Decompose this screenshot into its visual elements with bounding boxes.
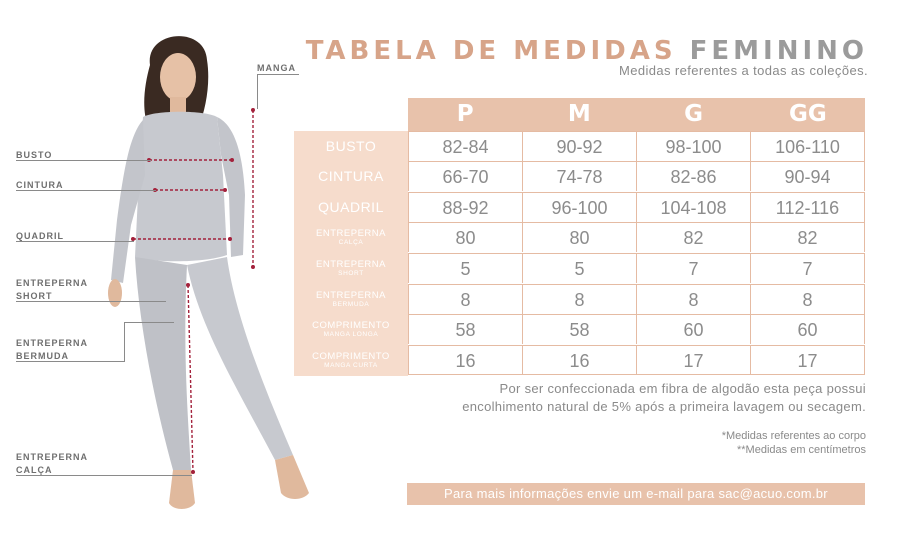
table-cell: 8 bbox=[522, 284, 636, 314]
row-sublabel: CALÇA bbox=[338, 238, 364, 246]
table-cell: 8 bbox=[636, 284, 750, 314]
size-header-row bbox=[408, 98, 865, 131]
table-cell: 60 bbox=[636, 314, 750, 344]
title-accent: FEMININO bbox=[689, 36, 868, 66]
table-row-comprimento-manga-curta bbox=[294, 345, 865, 375]
short-leader-line bbox=[16, 301, 166, 302]
table-cell: 96-100 bbox=[522, 192, 636, 222]
row-label: QUADRIL bbox=[318, 199, 384, 215]
size-gg: GG bbox=[788, 101, 827, 127]
label-busto: BUSTO bbox=[16, 150, 53, 160]
face bbox=[160, 53, 196, 101]
table-cell: 8 bbox=[750, 284, 865, 314]
row-sublabel: SHORT bbox=[338, 269, 364, 277]
size-m: M bbox=[567, 101, 591, 127]
table-cell: 16 bbox=[408, 345, 522, 375]
bermuda-leader-top bbox=[124, 322, 174, 323]
table-cell: 104-108 bbox=[636, 192, 750, 222]
label-entreperna-bermuda-2: BERMUDA bbox=[16, 351, 69, 361]
bermuda-leader-line bbox=[16, 361, 124, 362]
table-row-comprimento-manga-longa bbox=[294, 314, 865, 344]
table-cell: 82 bbox=[636, 222, 750, 252]
bermuda-leader-vertical bbox=[124, 322, 125, 362]
table-row-quadril bbox=[294, 192, 865, 222]
table-cell: 106-110 bbox=[750, 131, 865, 161]
shrinkage-note-line2: encolhimento natural de 5% após a primeira lavagem ou secagem. bbox=[462, 399, 866, 414]
table-row-entreperna-bermuda bbox=[294, 284, 865, 314]
row-label: BUSTO bbox=[325, 138, 377, 154]
table-cell: 8 bbox=[408, 284, 522, 314]
table-row-entreperna-calca bbox=[294, 222, 865, 252]
footnote-body: *Medidas referentes ao corpo bbox=[721, 430, 866, 442]
table-cell: 82 bbox=[750, 222, 865, 252]
row-label: COMPRIMENTO bbox=[312, 350, 390, 362]
table-cell: 82-84 bbox=[408, 131, 522, 161]
model-illustration bbox=[95, 25, 325, 525]
footnote-units: **Medidas em centímetros bbox=[737, 444, 866, 456]
label-entreperna-bermuda-1: ENTREPERNA bbox=[16, 338, 89, 348]
page-title bbox=[300, 36, 868, 66]
row-sublabel: MANGA LONGA bbox=[323, 330, 379, 338]
table-cell: 7 bbox=[636, 253, 750, 283]
label-manga: MANGA bbox=[257, 63, 296, 73]
table-cell: 74-78 bbox=[522, 161, 636, 191]
table-cell: 82-86 bbox=[636, 161, 750, 191]
table-cell: 58 bbox=[522, 314, 636, 344]
manga-leader-vertical bbox=[257, 74, 258, 109]
row-label: ENTREPERNA bbox=[316, 227, 386, 239]
title-main: TABELA DE MEDIDAS bbox=[305, 36, 677, 66]
table-cell: 5 bbox=[408, 253, 522, 283]
busto-leader-line bbox=[16, 160, 151, 161]
label-quadril: QUADRIL bbox=[16, 231, 64, 241]
left-leg bbox=[135, 257, 191, 470]
size-g: G bbox=[684, 101, 704, 127]
label-entreperna-short-2: SHORT bbox=[16, 291, 53, 301]
table-cell: 7 bbox=[750, 253, 865, 283]
table-cell: 66-70 bbox=[408, 161, 522, 191]
table-cell: 112-116 bbox=[750, 192, 865, 222]
row-sublabel: MANGA CURTA bbox=[324, 361, 378, 369]
label-entreperna-calca-1: ENTREPERNA bbox=[16, 452, 89, 462]
table-cell: 90-94 bbox=[750, 161, 865, 191]
row-label: ENTREPERNA bbox=[316, 289, 386, 301]
table-cell: 98-100 bbox=[636, 131, 750, 161]
calca-leader-line bbox=[16, 475, 192, 476]
table-cell: 17 bbox=[636, 345, 750, 375]
quadril-leader-line bbox=[16, 241, 134, 242]
table-cell: 80 bbox=[522, 222, 636, 252]
size-p: P bbox=[456, 101, 474, 127]
row-sublabel: BERMUDA bbox=[332, 300, 370, 308]
table-cell: 88-92 bbox=[408, 192, 522, 222]
table-cell: 58 bbox=[408, 314, 522, 344]
table-row-cintura bbox=[294, 161, 865, 191]
row-label: COMPRIMENTO bbox=[312, 319, 390, 331]
table-cell: 60 bbox=[750, 314, 865, 344]
page-subtitle: Medidas referentes a todas as coleções. bbox=[618, 63, 868, 78]
row-label: ENTREPERNA bbox=[316, 258, 386, 270]
table-cell: 5 bbox=[522, 253, 636, 283]
shrinkage-note bbox=[400, 380, 866, 416]
table-cell: 17 bbox=[750, 345, 865, 375]
table-row-busto bbox=[294, 131, 865, 161]
label-cintura: CINTURA bbox=[16, 180, 64, 190]
row-label: CINTURA bbox=[318, 168, 384, 184]
table-row-entreperna-short bbox=[294, 253, 865, 283]
contact-banner: Para mais informações envie um e-mail para sac@acuo.com.br bbox=[407, 483, 865, 505]
table-cell: 80 bbox=[408, 222, 522, 252]
label-entreperna-short-1: ENTREPERNA bbox=[16, 278, 89, 288]
manga-leader-line bbox=[257, 74, 299, 75]
table-cell: 16 bbox=[522, 345, 636, 375]
right-leg bbox=[187, 257, 293, 460]
shrinkage-note-line1: Por ser confeccionada em fibra de algodão esta peça possui bbox=[499, 381, 866, 396]
label-entreperna-calca-2: CALÇA bbox=[16, 465, 53, 475]
table-cell: 90-92 bbox=[522, 131, 636, 161]
cintura-leader-line bbox=[16, 190, 156, 191]
